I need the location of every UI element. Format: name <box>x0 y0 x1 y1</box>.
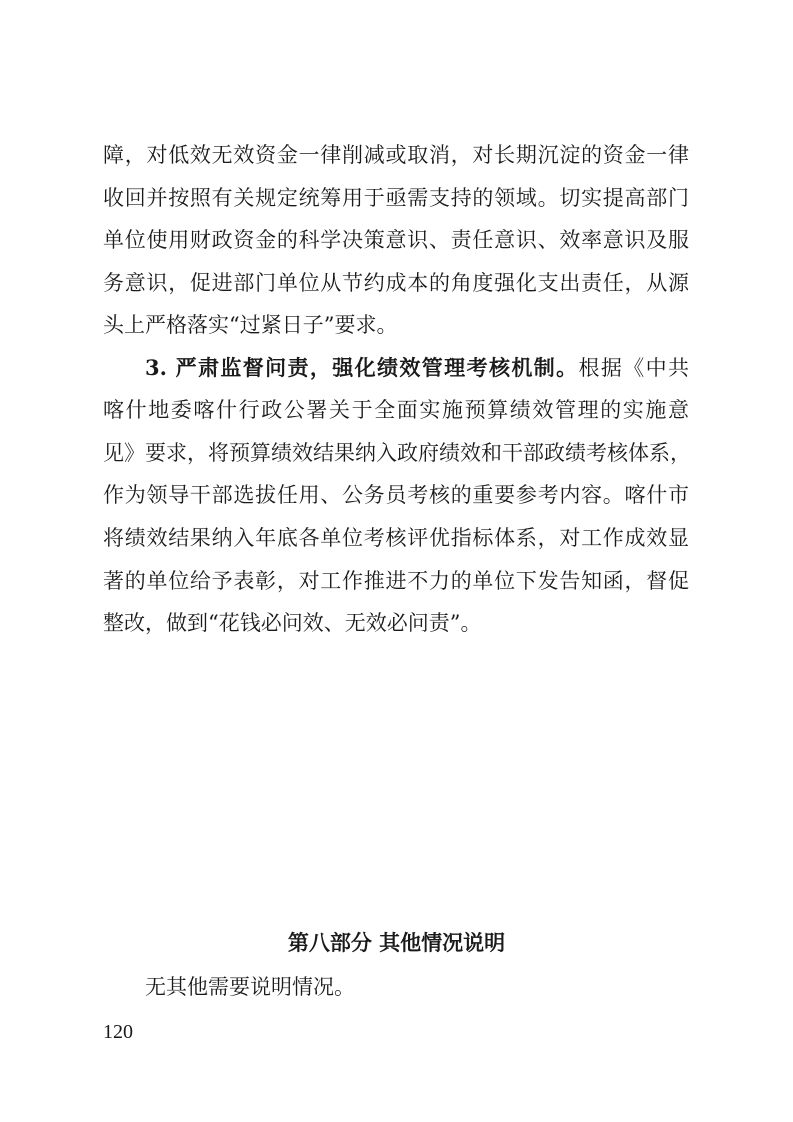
text-line <box>145 353 689 383</box>
text-line: 单位使用财政资金的科学决策意识、责任意识、效率意识及服 <box>103 228 689 252</box>
text-line: 见》要求，将预算绩效结果纳入政府绩效和干部政绩考核体系， <box>103 441 691 465</box>
text-line: 著的单位给予表彰，对工作推进不力的单位下发告知函，督促 <box>103 569 689 593</box>
text-line: 务意识，促进部门单位从节约成本的角度强化支出责任，从源 <box>103 271 689 295</box>
text-line-rest: 根据《中共 <box>578 356 690 380</box>
bold-lead: 3. 严肃监督问责，强化绩效管理考核机制。 <box>145 355 579 380</box>
text-line: 将绩效结果纳入年底各单位考核评优指标体系，对工作成效显 <box>103 526 689 550</box>
text-line: 整改，做到“花钱必问效、无效必问责”。 <box>103 611 482 635</box>
text-line: 障，对低效无效资金一律削减或取消，对长期沉淀的资金一律 <box>103 143 689 167</box>
page-number: 120 <box>103 1021 133 1043</box>
text-line: 作为领导干部选拔任用、公务员考核的重要参考内容。喀什市 <box>103 483 689 507</box>
text-line: 头上严格落实“过紧日子”要求。 <box>103 313 398 337</box>
text-line: 收回并按照有关规定统筹用于亟需支持的领域。切实提高部门 <box>103 186 689 210</box>
text-line: 喀什地委喀什行政公署关于全面实施预算绩效管理的实施意 <box>103 398 689 422</box>
section-heading: 第八部分 其他情况说明 <box>287 931 506 955</box>
section-body: 无其他需要说明情况。 <box>145 975 355 999</box>
